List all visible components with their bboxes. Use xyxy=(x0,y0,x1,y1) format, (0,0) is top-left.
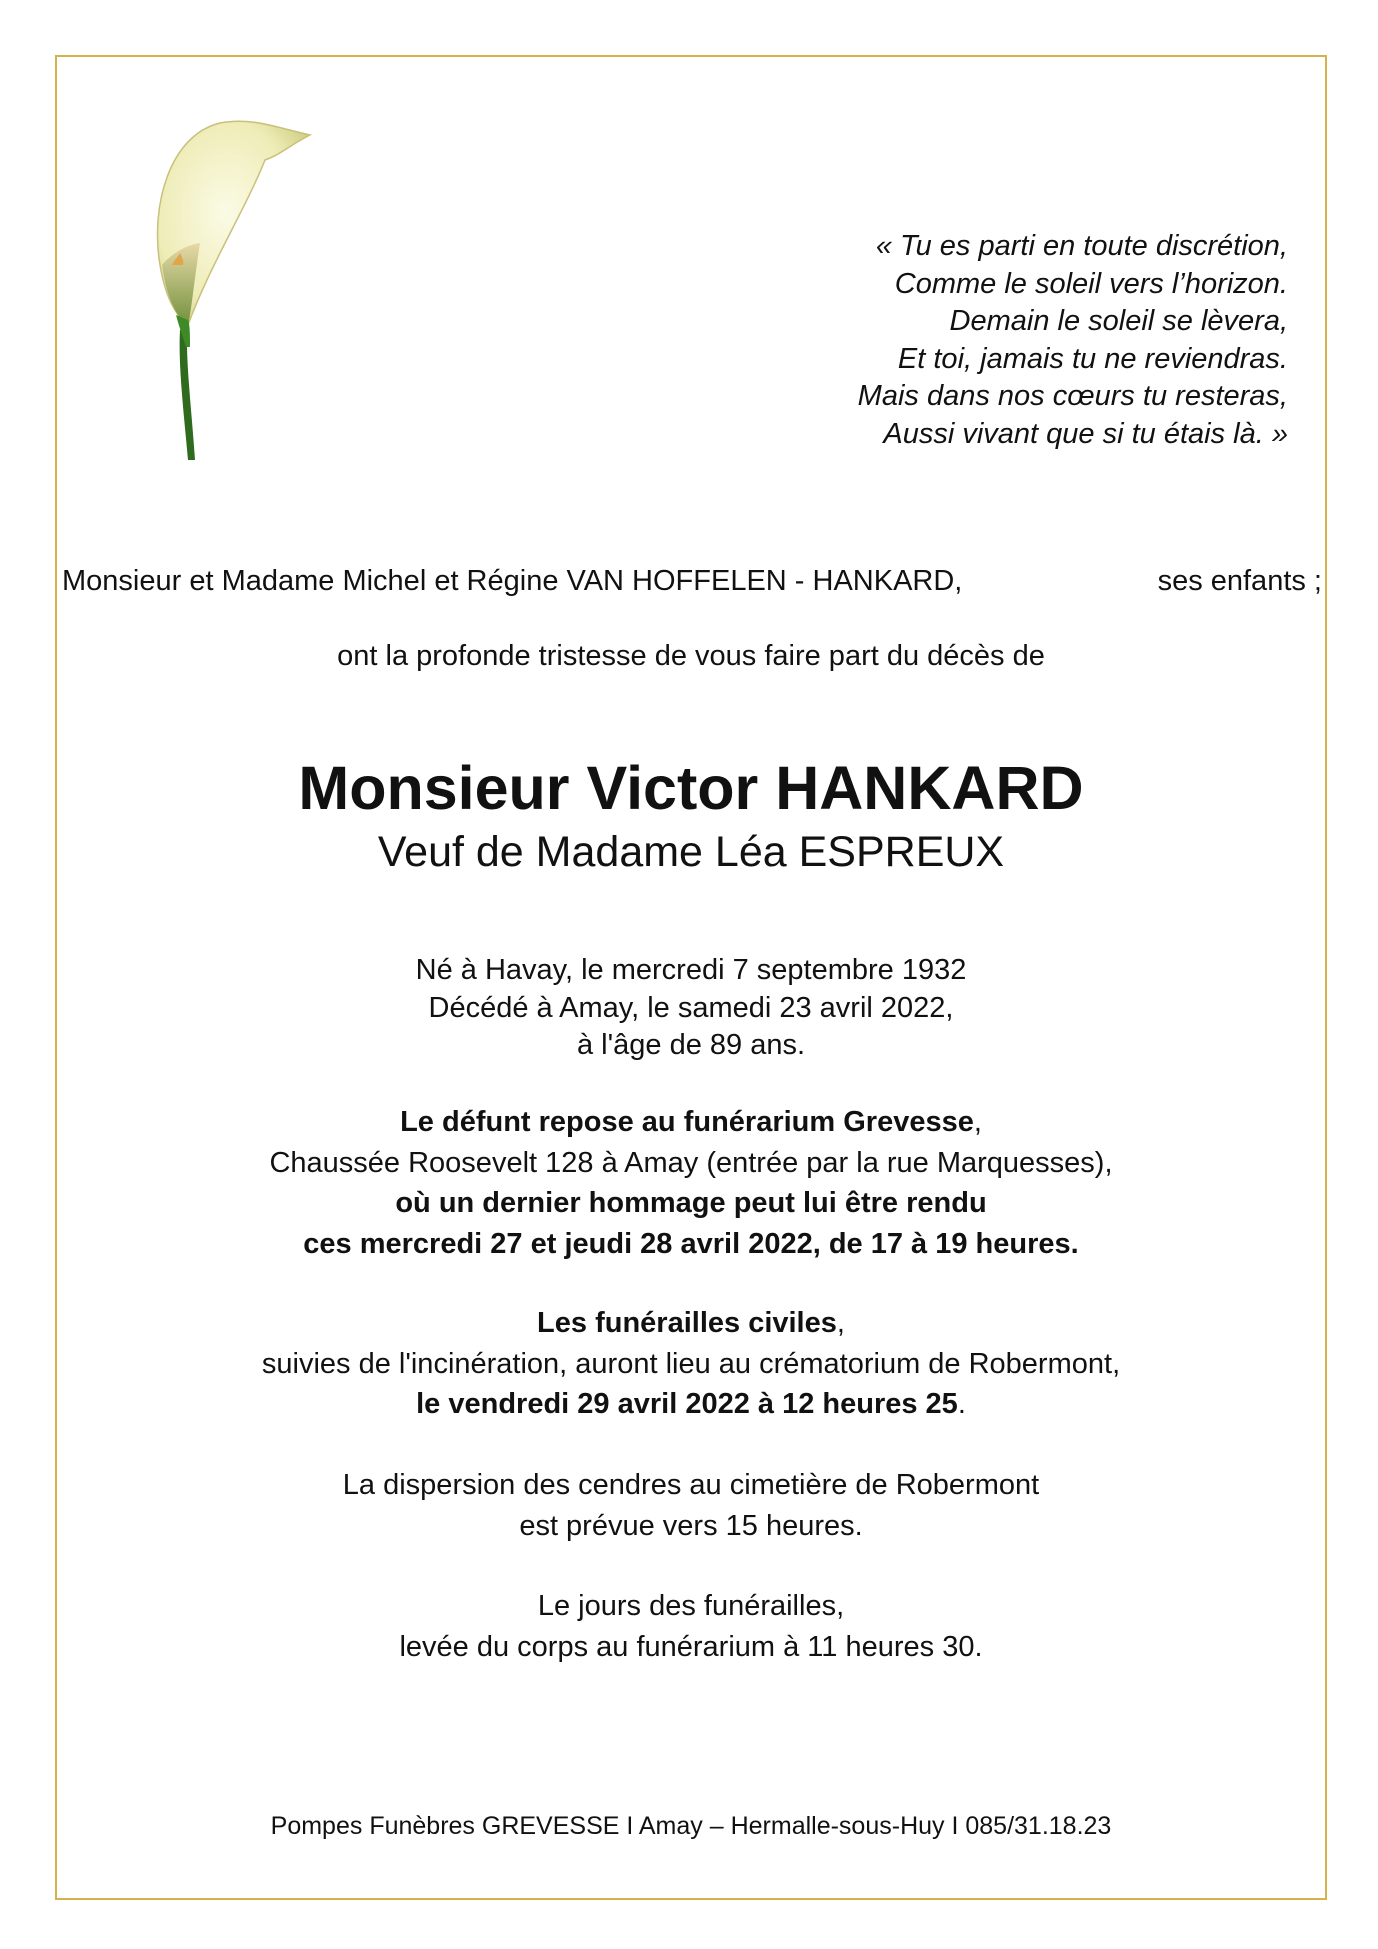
funeral-line-1 xyxy=(55,1303,1327,1344)
departure-block xyxy=(55,1586,1327,1667)
family-names: Monsieur et Madame Michel et Régine VAN HOFFELEN - HANKARD, xyxy=(62,565,963,597)
funeral-block xyxy=(55,1303,1327,1425)
family-relation: ses enfants ; xyxy=(1157,565,1322,597)
widow-of: Veuf de Madame Léa ESPREUX xyxy=(377,828,1005,876)
dispersion-line-2: est prévue vers 15 heures. xyxy=(519,1509,863,1542)
dispersion-line-1: La dispersion des cendres au cimetière de Robermont xyxy=(342,1469,1040,1501)
departure-line-2: levée du corps au funérarium à 11 heures 30. xyxy=(399,1630,983,1663)
deceased-name: Monsieur Victor HANKARD xyxy=(298,754,1084,822)
age-line: à l'âge de 89 ans. xyxy=(576,1029,806,1061)
funeral-type: Les funérailles civiles xyxy=(537,1307,837,1339)
repose-line-1 xyxy=(55,1102,1327,1143)
dates-block xyxy=(55,952,1327,1065)
repose-punct: , xyxy=(973,1106,982,1138)
repose-address: Chaussée Roosevelt 128 à Amay (entrée par la rue Marquesses), xyxy=(269,1146,1113,1179)
poem-line: Aussi vivant que si tu étais là. » xyxy=(883,417,1288,450)
repose-tribute: où un dernier hommage peut lui être rendu xyxy=(395,1187,987,1219)
repose-schedule: ces mercredi 27 et jeudi 28 avril 2022, de 17 à 19 heures. xyxy=(303,1227,1079,1260)
poem xyxy=(588,228,1288,453)
poem-line: Demain le soleil se lèvera, xyxy=(949,305,1288,337)
funeral-line-3 xyxy=(55,1384,1327,1425)
announcement: ont la profonde tristesse de vous faire part du décès de xyxy=(337,640,1045,672)
repose-place: Le défunt repose au funérarium Grevesse xyxy=(400,1106,974,1138)
birth-line: Né à Havay, le mercredi 7 septembre 1932 xyxy=(415,954,967,986)
poem-line: Et toi, jamais tu ne reviendras. xyxy=(897,342,1288,375)
calla-lily-icon xyxy=(140,115,320,465)
departure-line-1: Le jours des funérailles, xyxy=(537,1590,845,1622)
poem-line: Mais dans nos cœurs tu resteras, xyxy=(857,380,1288,412)
funeral-datetime: le vendredi 29 avril 2022 à 12 heures 25 xyxy=(416,1388,958,1420)
repose-block xyxy=(55,1102,1327,1264)
death-line: Décédé à Amay, le samedi 23 avril 2022, xyxy=(428,991,954,1024)
footer-funeral-home: Pompes Funèbres GREVESSE I Amay – Hermalle-sous-Huy I 085/31.18.23 xyxy=(270,1812,1112,1840)
poem-line: « Tu es parti en toute discrétion, xyxy=(875,230,1288,262)
poem-line: Comme le soleil vers l’horizon. xyxy=(894,267,1288,300)
funeral-location: suivies de l'incinération, auront lieu au crématorium de Robermont, xyxy=(261,1347,1121,1380)
funeral-punct: , xyxy=(836,1307,845,1339)
dispersion-block xyxy=(55,1465,1327,1546)
funeral-end-punct: . xyxy=(957,1388,966,1420)
